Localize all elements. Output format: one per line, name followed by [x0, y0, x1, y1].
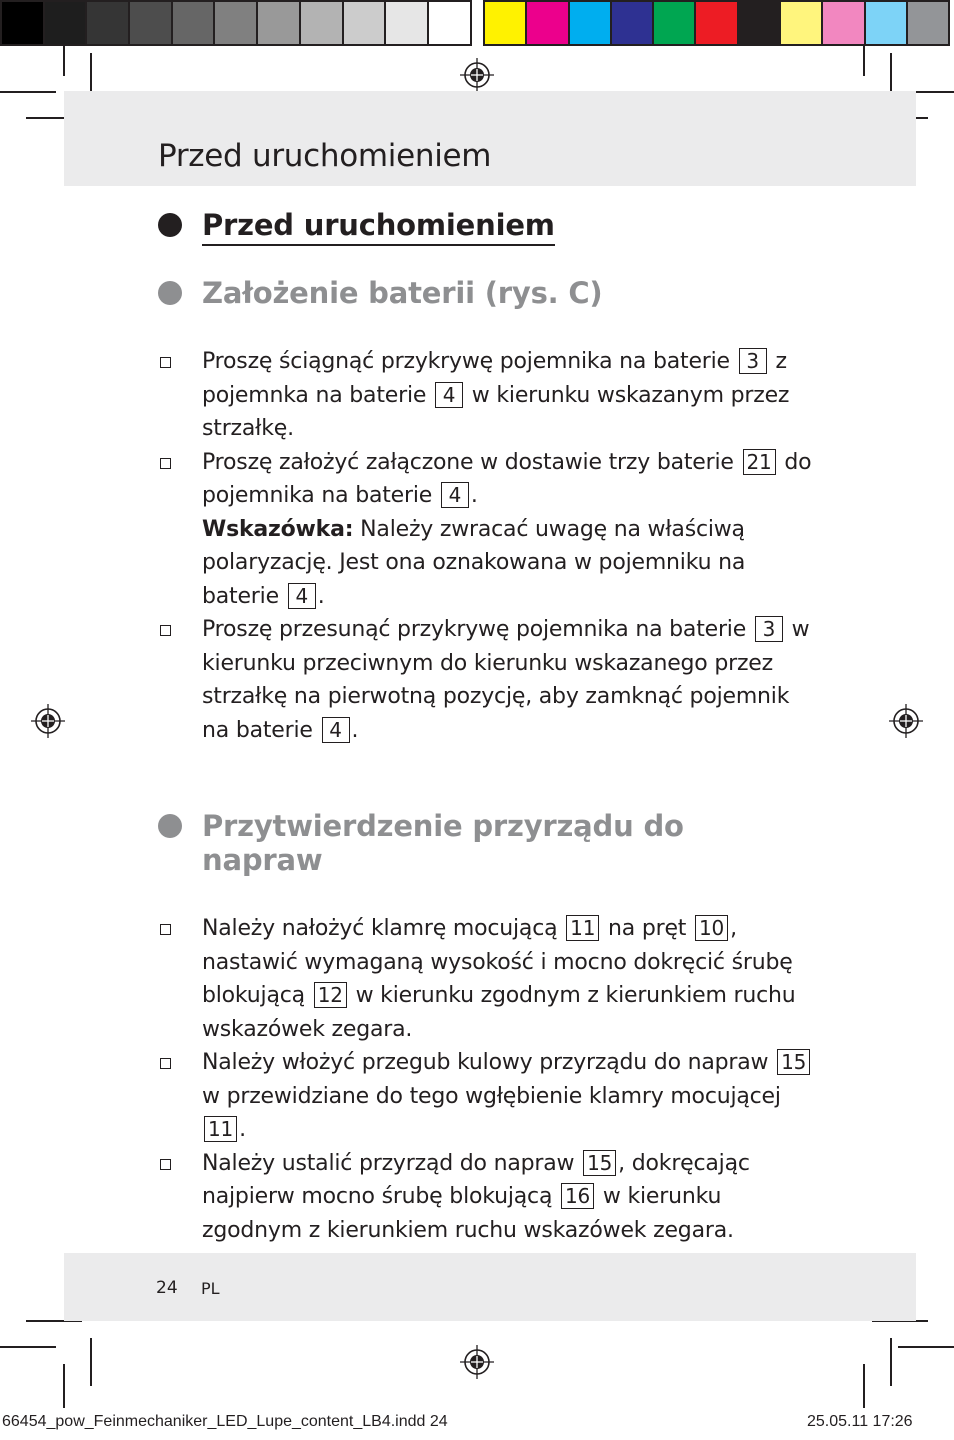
part-reference: 4 [435, 382, 463, 408]
bullet-dot-icon [158, 281, 182, 305]
color-swatch [570, 0, 612, 46]
crop-mark [0, 1346, 56, 1348]
checkbox-square-icon [160, 1058, 171, 1069]
part-reference: 4 [288, 583, 316, 609]
color-swatch [173, 0, 216, 46]
color-swatch [0, 0, 45, 46]
part-reference: 15 [777, 1049, 810, 1075]
gray-calibration-bar [0, 0, 472, 46]
checkbox-square-icon [160, 625, 171, 636]
color-swatch [301, 0, 344, 46]
footer-band [64, 1253, 916, 1321]
bullet-dot-icon [158, 213, 182, 237]
checkbox-square-icon [160, 1159, 171, 1170]
section-heading-before-use [158, 208, 555, 246]
part-reference: 3 [739, 348, 767, 374]
registration-mark-icon [460, 58, 494, 92]
note-label: Wskazówka: [202, 516, 354, 542]
section-title: Przed uruchomieniem [202, 208, 555, 246]
bullet-dot-icon [158, 814, 182, 838]
list-item: Należy ustalić przyrząd do napraw 15 , dokręcając najpierw mocno śrubę blokującą 16 w kierunku zgodnym z kierunkiem ruchu wskazówek zegara. [158, 1147, 818, 1248]
part-reference: 11 [566, 915, 599, 941]
color-swatch [45, 0, 88, 46]
color-swatch [215, 0, 258, 46]
color-swatch [612, 0, 654, 46]
part-reference: 4 [441, 482, 469, 508]
page-title: Przed uruchomieniem [158, 138, 492, 174]
part-reference: 21 [743, 449, 776, 475]
part-reference: 10 [695, 915, 728, 941]
color-swatch [866, 0, 908, 46]
section-heading-battery [158, 276, 762, 310]
checkbox-square-icon [160, 458, 171, 469]
part-reference: 12 [314, 982, 347, 1008]
section-heading-mounting [158, 809, 762, 877]
registration-mark-icon [889, 704, 923, 738]
checkbox-square-icon [160, 357, 171, 368]
mounting-instructions-list [158, 912, 818, 1247]
language-code: PL [201, 1279, 220, 1298]
color-swatch [429, 0, 472, 46]
color-swatch [823, 0, 865, 46]
crop-mark [90, 1338, 92, 1386]
color-calibration-bar [483, 0, 950, 46]
color-swatch [696, 0, 738, 46]
registration-mark-icon [460, 1345, 494, 1379]
list-item: Proszę przesunąć przykrywę pojemnika na baterie 3 w kierunku przeciwnym do kierunku wskazanego przez strzałkę na pierwotną pozycję, aby zamknąć pojemnik na baterie 4 . [158, 613, 818, 747]
page-number: 24 [156, 1278, 178, 1298]
registration-mark-icon [31, 704, 65, 738]
slug-filename: 66454_pow_Feinmechaniker_LED_Lupe_content_LB4.indd 24 [2, 1413, 448, 1430]
color-swatch [654, 0, 696, 46]
part-reference: 15 [583, 1150, 616, 1176]
section-title: Przytwierdzenie przyrządu do napraw [202, 809, 684, 877]
crop-mark [863, 1364, 865, 1408]
crop-mark [0, 91, 56, 93]
color-swatch [739, 0, 781, 46]
battery-instructions-list [158, 345, 818, 747]
color-swatch [258, 0, 301, 46]
list-item: Należy włożyć przegub kulowy przyrządu do napraw 15 w przewidziane do tego wgłębienie klamry mocującej 11 . [158, 1046, 818, 1147]
part-reference: 11 [204, 1116, 237, 1142]
list-item: Proszę ściągnąć przykrywę pojemnika na baterie 3 z pojemnka na baterie 4 w kierunku wskazanym przez strzałkę. [158, 345, 818, 446]
crop-mark [63, 46, 65, 76]
list-item: Proszę założyć załączone w dostawie trzy baterie 21 do pojemnika na baterie 4 . Wskazówka: Należy zwracać uwagę na właściwą polaryzację. Jest ona oznakowana w pojemniku na baterie 4 . [158, 446, 818, 614]
crop-mark [863, 46, 865, 76]
color-swatch [781, 0, 823, 46]
part-reference: 3 [755, 616, 783, 642]
color-swatch [130, 0, 173, 46]
section-title: Założenie baterii (rys. C) [202, 276, 603, 310]
list-item: Należy nałożyć klamrę mocującą 11 na pręt 10 , nastawić wymaganą wysokość i mocno dokręcić śrubę blokującą 12 w kierunku zgodnym z kierunkiem ruchu wskazówek zegara. [158, 912, 818, 1046]
color-swatch [527, 0, 569, 46]
color-swatch [87, 0, 130, 46]
color-swatch [386, 0, 429, 46]
color-swatch [483, 0, 527, 46]
color-swatch [344, 0, 387, 46]
slug-datetime: 25.05.11 17:26 [807, 1413, 913, 1430]
color-swatch [908, 0, 950, 46]
crop-mark [890, 1338, 892, 1386]
crop-mark [63, 1364, 65, 1408]
part-reference: 4 [322, 717, 350, 743]
checkbox-square-icon [160, 924, 171, 935]
crop-mark [898, 1346, 954, 1348]
part-reference: 16 [561, 1183, 594, 1209]
